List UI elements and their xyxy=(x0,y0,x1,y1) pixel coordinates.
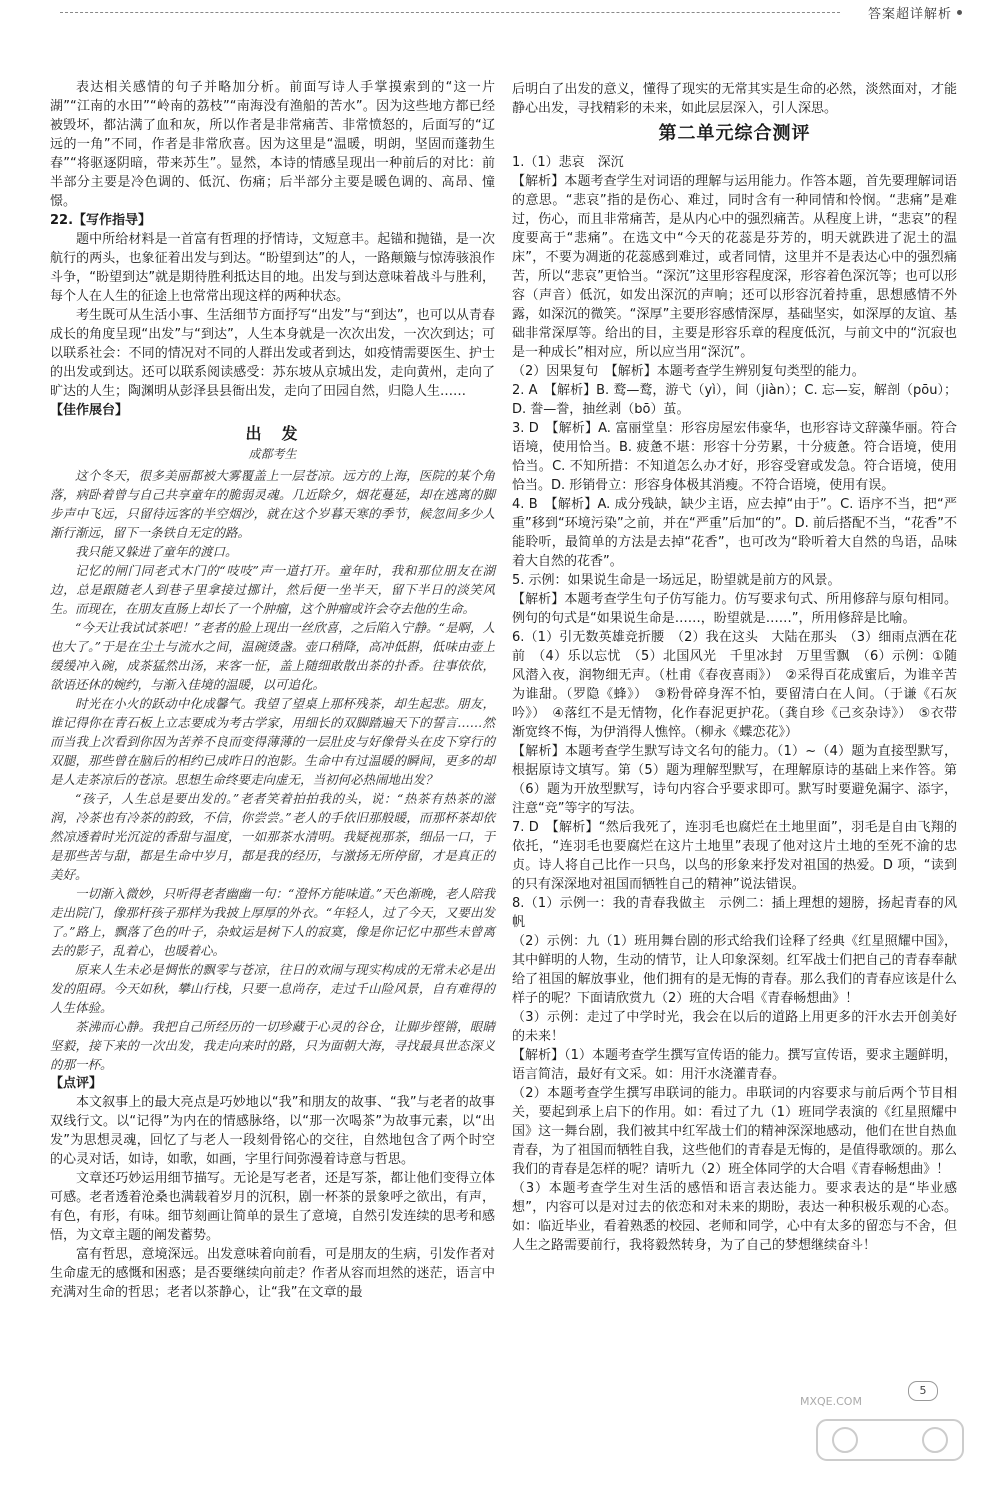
answer-item: 2. A 【解析】B. 鹜—鹜，游弋（yì），间（jiàn）；C. 忘—妄，解剖（pōu）；D. 誊—誊，抽丝剥（bō）茧。 xyxy=(512,383,957,417)
answer-item: 8.（1）示例一：我的青春我做主 示例二：插上理想的翅膀，扬起青春的风帆 xyxy=(512,896,957,930)
header-label: 答案超详解析 xyxy=(867,7,952,22)
essay-title: 出 发 xyxy=(245,424,300,443)
essay-paragraph: 一切渐入微妙，只听得老者幽幽一句：“澄怀方能味道。”天色渐晚，老人陪我走出院门，像那杆孩子那样为我披上厚厚的外衣。“年轻人，过了今天，又要出发了。”路上，飘落了色的叶子，杂蚊运是树下人的寂寞，像是你记忆中那些未曾离去的影子，乱着心，也暖着心。 xyxy=(50,886,495,958)
comment-label: 【点评】 xyxy=(50,1076,103,1091)
intro-paragraph: 表达相关感情的句子并略加分析。前面写诗人手掌摸索到的“这一片湖”“江南的水田”“岭南的荔枝”“南海没有渔船的苦水”。因为这些地方都已经被毁坏，都沾满了血和灰，所以作者是非常痛苦、非常愤怒的，后面写的“辽远的一角”不同，作者是非常欣喜。因为这里是“温暖，明朗，坚固而蓬勃生春”“将驱逐阴暗，带来苏生”。显然，本诗的情感呈现出一种前后的对比：前半部分主要是冷色调的、低沉、伤痛；后半部分主要是暖色调的、高昂、憧憬。 xyxy=(50,80,495,209)
q22-paragraph: 考生既可从生活小事、生活细节方面抒写“出发”与“到达”，也可以从青春成长的角度呈现“出发”与“到达”，人生本身就是一次次出发，一次次到达；可以联系社会：不同的情况对不同的人群出发或者到达，如疫情需要医生、护士的出发或到达。还可以联系阅读感受：苏东坡从京城出发，走向黄州，走向了旷达的人生；陶渊明从彭泽县县衙出发，走向了田园自然，归隐人生…… xyxy=(50,308,495,399)
answer-item: 【解析】本题考查学生默写诗文名句的能力。（1）~（4）题为直接型默写，根据原诗文填写。第（5）题为理解型默写，在理解原诗的基础上来作答。第（6）题为开放型默写，诗句内容合乎要求即可。默写时要避免漏字、添字，注意“竞”等字的写法。 xyxy=(512,744,957,816)
essay-paragraph: 原来人生未必是惆怅的飘零与苍凉，往日的欢闹与现实构成的无常未必是出发的阻碍。今天如秋，攀山行栈，只要一息尚存，走过千山险风景，自有难得的人生体验。 xyxy=(50,962,495,1015)
page-header xyxy=(0,0,1000,28)
essay-author: 成都考生 xyxy=(248,447,297,461)
answer-item: （2）因果复句 【解析】本题考查学生辨别复句类型的能力。 xyxy=(512,364,865,379)
comment-paragraph: 本文叙事上的最大亮点是巧妙地以“我”和朋友的故事、“我”与老者的故事双线行文。以“记得”为内在的情感脉络，以“那一次喝茶”为故事元素，以“出发”为思想灵魂，回忆了与老人一段刻骨铭心的交往，自然地包含了两个时空的心灵对话，如诗，如歌，如画，字里行间弥漫着诗意与哲思。 xyxy=(50,1095,495,1167)
answer-item: 1.（1）悲哀 深沉 xyxy=(512,155,624,170)
right-column xyxy=(512,80,957,1255)
answer-item: （3）示例：走过了中学时光，我会在以后的道路上用更多的汗水去开创美好的未来！ xyxy=(512,1010,957,1044)
comment-paragraph: 富有哲思，意境深远。出发意味着向前看，可是朋友的生病，引发作者对生命虚无的感慨和困惑；是否要继续向前走？作者从容而坦然的迷茫，语言中充满对生命的哲思；老者以茶静心，让“我”在文章的最 xyxy=(50,1247,495,1300)
essay-body xyxy=(50,466,495,1074)
header-rule xyxy=(60,12,840,13)
answer-item: 6.（1）引无数英雄竞折腰 （2）我在这头 大陆在那头 （3）细雨点洒在花前 （4）乐以忘忧 （5）北国风光 千里冰封 万里雪飘 （6）示例：①随风潜入夜，润物细无声。（杜甫《春夜喜雨》） ②采得百花成蜜后，为谁辛苦为谁甜。（罗隐《蜂》） ③粉骨碎身浑不怕，要留清白在人间。（于谦《石灰吟》） ④落红不是无情物，化作春泥更护花。（龚自珍《己亥杂诗》） ⑤衣带渐宽终不悔，为伊消得人憔悴。（柳永《蝶恋花》） xyxy=(512,630,957,740)
answer-item: 【解析】本题考查学生对词语的理解与运用能力。作答本题，首先要理解词语的意思。“悲哀”指的是伤心、难过，同时含有一种同情和怜悯。“悲痛”是难过，伤心，而且非常痛苦，是从内心中的强烈痛苦。从程度上讲，“悲哀”的程度要高于“悲痛”。在选文中“今天的花蕊是芬芳的，明天就跌进了泥土的温床”，不要为凋逝的花蕊感到难过，或者同情，这里并不是表达心中的强烈痛苦，所以“悲哀”更恰当。“深沉”这里形容程度深，形容着色深沉等；也可以形容（声音）低沉，如发出深沉的声响；还可以形容沉着持重，思想感情不外露，如深沉的微笑。“深厚”主要形容感情深厚，基础坚实，如深厚的友谊、基础非常深厚等。给出的目，主要是形容乐章的程度低沉，与前文中的“沉寂也是一种成长”相对应，所以应当用“深沉”。 xyxy=(512,174,957,360)
essay-paragraph: “今天让我试试茶吧！”老者的脸上现出一丝欣喜，之后陷入宁静。“是啊，人也大了。”于是在尘土与流水之间，温碗烫盏。壶口稍降，高冲低斟，低味由壶上缓缓冲入碗，成茶猛然出汤，来客一怔，盖上随细敢散出茶的扑香。往事依依，欲语还休的婉约，与渐入佳境的温暖，以可追化。 xyxy=(50,620,495,692)
answer-item: （2）示例：九（1）班用舞台剧的形式给我们诠释了经典《红星照耀中国》，其中鲜明的人物，生动的情节，让人印象深刻。红军战士们把自己的青春奉献给了祖国的解放事业，他们拥有的是无悔的青春。那么我们的青春应该是什么样子的呢？下面请欣赏九（2）班的大合唱《青春畅想曲》！ xyxy=(512,934,957,1006)
header-dot xyxy=(957,10,962,15)
answer-item: （2）本题考查学生撰写串联词的能力。串联词的内容要求与前后两个节目相关，要起到承上启下的作用。如：看过了九（1）班同学表演的《红星照耀中国》这一舞台剧，我们被其中红军战士们的精神深深地感动，他们在世自热血青春，为了祖国而牺牲自我，这些他们的青春是无悔的，是值得歌颂的。那么我们的青春是怎样的呢？请听九（2）班全体同学的大合唱《青春畅想曲》！ xyxy=(512,1086,957,1177)
answer-item: 【解析】本题考查学生句子仿写能力。仿写要求句式、所用修辞与原句相同。例句的句式是“如果说生命是……，盼望就是……”，所用修辞是比喻。 xyxy=(512,592,957,626)
q22-label: 22.【写作指导】 xyxy=(50,213,152,228)
answer-item: 7. D 【解析】“然后我死了，连羽毛也腐烂在土地里面”，羽毛是自由飞翔的依托，“连羽毛也要腐烂在这片土地里”表现了他对这片土地的至死不渝的忠贞。诗人将自己比作一只鸟，以鸟的形象来抒发对祖国的热爱。D 项，“读到的只有深深地对祖国而牺牲自己的精神”说法错误。 xyxy=(512,820,957,892)
unit-title: 第二单元综合测评 xyxy=(658,123,811,144)
essay-paragraph: 我只能又躲进了童年的渡口。 xyxy=(75,544,238,559)
answer-item: 5. 示例：如果说生命是一场远足，盼望就是前方的风景。 xyxy=(512,573,841,588)
page-number: 5 xyxy=(908,1381,938,1401)
left-column xyxy=(50,78,495,1302)
answer-item: 4. B 【解析】A. 成分残缺，缺少主语，应去掉“由于”。C. 语序不当，把“严重”移到“环境污染”之前，并在“严重”后加“的”。D. 前后搭配不当，“花香”不能聆听，最简单的方法是去掉“花香”，也可改为“聆听着大自然的鸟语，品味着大自然的花香”。 xyxy=(512,497,957,569)
essay-paragraph: 时光在小火的跃动中化成馨气。我望了望桌上那杯残茶，却生起悲。朋友，谁记得你在青石板上立志要成为考古学家，用细长的双脚踏遍天下的誓言……然而当我上次看到你因为苦养不良而变得薄薄的一层肚皮与好像骨头在皮下穿行的双腿，那些曾在脑后的相约已成昨日的泡影。生命中有过温暖的瞬间，更多的却是人走茶凉后的苍凉。思想生命终要走向虚无，当初何必热闹地出发？ xyxy=(50,696,495,787)
answer-item: 3. D 【解析】A. 富丽堂皇：形容房屋宏伟豪华，也形容诗文辞藻华丽。符合语境，使用恰当。B. 疲惫不堪：形容十分劳累，十分疲惫。符合语境，使用恰当。C. 不知所措：不知道怎么办才好，形容受窘或发急。符合语境，使用恰当。D. 形销骨立：形容身体极其消瘦。不符合语境，使用有误。 xyxy=(512,421,957,493)
answer-item: 【解析】（1）本题考查学生撰写宣传语的能力。撰写宣传语，要求主题鲜明，语言简洁，最好有文采。如：用汗水浇灌青春。 xyxy=(512,1048,957,1082)
watermark-logo xyxy=(815,1410,965,1470)
essay-paragraph: 茶沸而心静。我把自己所经历的一切珍藏于心灵的谷仓，让脚步铿锵，眼睛坚毅，接下来的一次出发，我走向来时的路，只为面朝大海，寻找最具世态深义的那一杯。 xyxy=(50,1019,495,1072)
watermark-text: MXQE.COM xyxy=(800,1395,862,1408)
essay-paragraph: “孩子，人生总是要出发的。”老者笑着拍拍我的头，说：“热茶有热茶的滋润，冷茶也有冷茶的韵致，不信，你尝尝。”老人的手依旧那般暖，而那杯茶却依然凉透着时光沉淀的香甜与温度，一如那茶水清明。我疑视那茶，细品一口，于是那些苦与甜，都是生命中岁月，都是我的经历，与激扬无所停留，才是真正的美好。 xyxy=(50,791,495,882)
essay-paragraph: 这个冬天，很多美丽都被大雾覆盖上一层苍凉。远方的上海，医院的某个角落，病卧着曾与自己共享童年的脆弱灵魂。几近除夕，烟花蔓延，却在逃离的脚步声中飞远，只留待远客的半空烟沙，就在这个岁暮天寒的季节，候忽间多少人渐行渐远，留下一条铁自无定的路。 xyxy=(50,468,495,540)
showcase-label: 【佳作展台】 xyxy=(50,403,129,418)
essay-paragraph: 记忆的闸门同老式木门的“吱吱”声一道打开。童年时，我和那位朋友在湖边，总是跟随老人到巷子里拿接过挪计，然后便一坐半天，留下半日的淡笑风生。而现在，在朋友直肠上却长了一个肿瘤，这个肿瘤或许会夺去他的生命。 xyxy=(50,563,495,616)
comment-paragraph: 文章还巧妙运用细节描写。无论是写老者，还是写茶，都让他们变得立体可感。老者透着沧桑也满载着岁月的沉积，剧一杯茶的景象呼之欲出，有声，有色，有形，有味。细节刻画让简单的景生了意境，自然引发连续的思考和感悟，为文章主题的阐发蓄势。 xyxy=(50,1171,495,1243)
q22-paragraph: 题中所给材料是一首富有哲理的抒情诗，文短意丰。起锚和抛锚，是一次航行的两头，也象征着出发与到达。“盼望到达”的人，一路颠簸与惊涛骇浪作斗争，“盼望到达”就是期待胜利抵达目的地。出发与到达意味着战斗与胜利，每个人在人生的征途上也常常出现这样的两种状态。 xyxy=(50,232,495,304)
answer-item: （3）本题考查学生对生活的感悟和语言表达能力。要求表达的是“毕业感想”，内容可以是对过去的依恋和对未来的期盼，表达一种积极乐观的心态。如：临近毕业，看着熟悉的校园、老师和同学，心中有太多的留恋与不舍，但人生之路需要前行，我将毅然转身，为了自己的梦想继续奋斗！ xyxy=(512,1181,957,1253)
continuation-paragraph: 后明白了出发的意义，懂得了现实的无常其实是生命的必然，淡然面对，才能静心出发，寻找精彩的未来，如此层层深入，引人深思。 xyxy=(512,82,957,116)
